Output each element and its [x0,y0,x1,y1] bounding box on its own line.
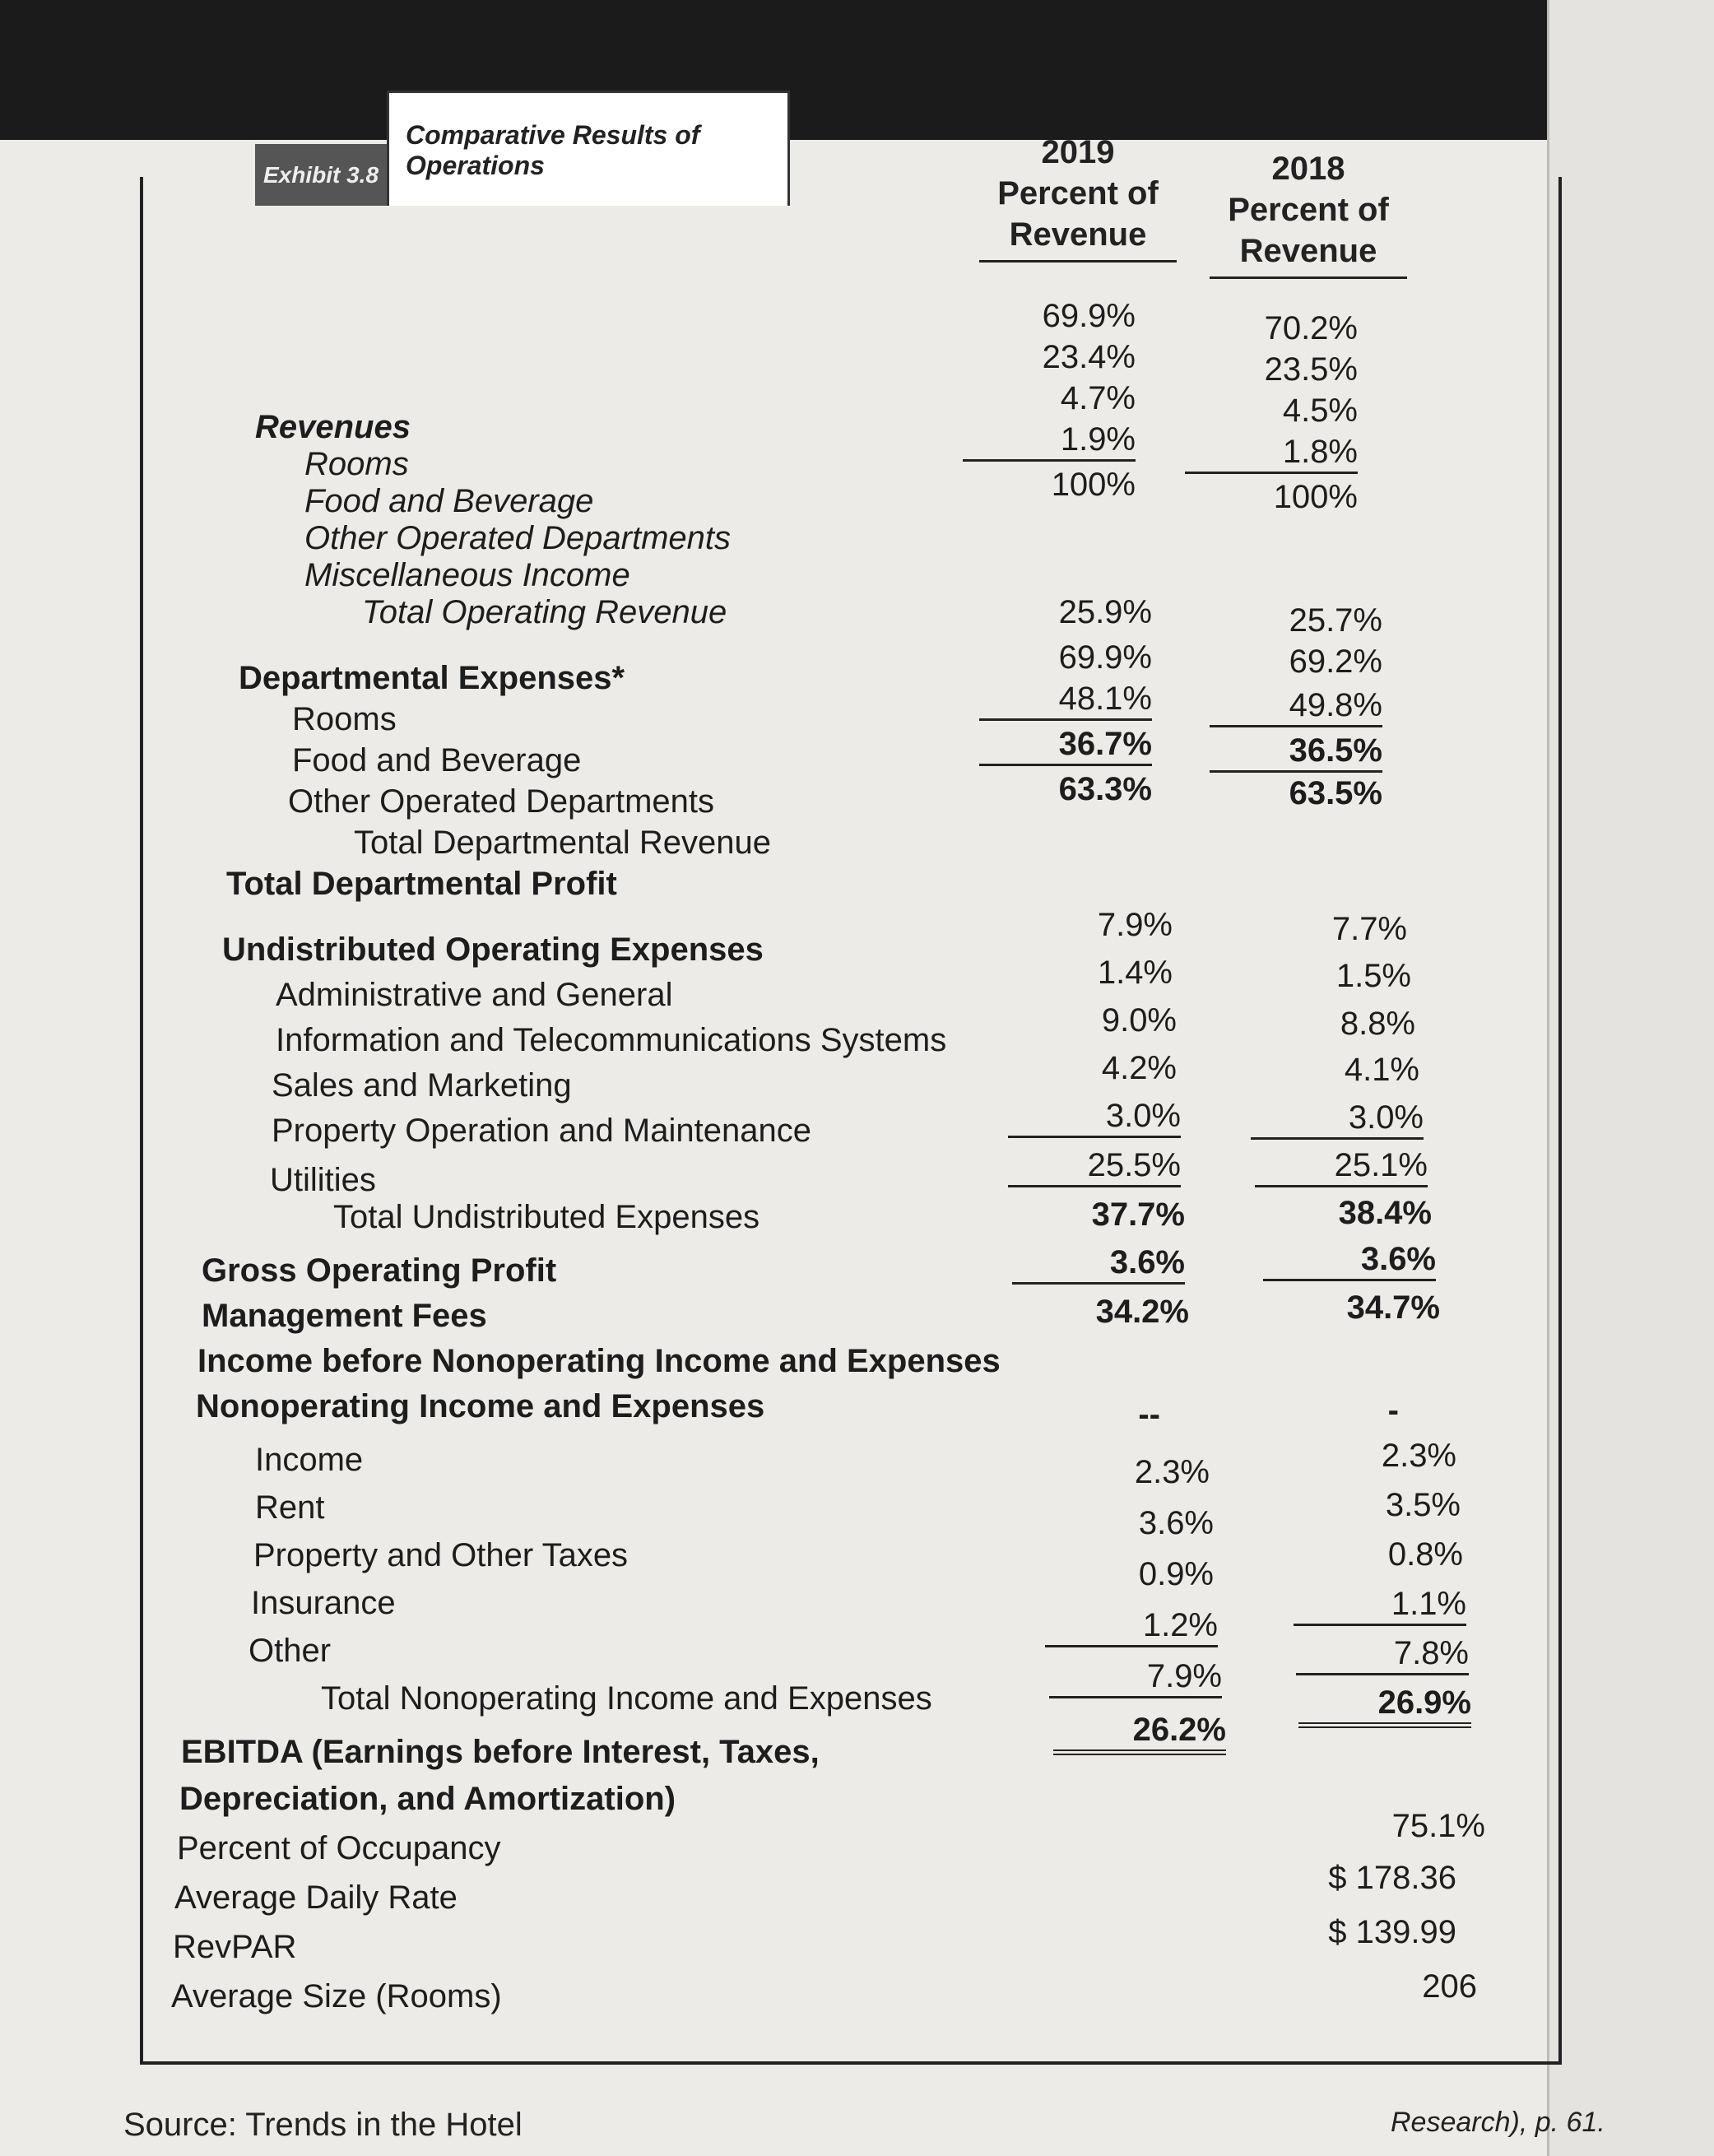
value-2019-food-beverage: 23.4% [1042,339,1136,375]
value-2019-property-taxes: 3.6% [1138,1505,1214,1541]
value-2018-percent-occupancy: 75.1% [1391,1808,1485,1844]
column-header-2018 [1210,148,1407,279]
value-2018-rent: 2.3% [1381,1438,1456,1474]
label-utilities: Utilities [270,1162,376,1198]
column-label-line1: Percent of [1228,192,1389,228]
value-2019-total-dept-profit: 63.3% [1058,771,1152,807]
value-2018-other: 1.1% [1294,1584,1466,1626]
value-2019-sales-marketing: 9.0% [1101,1002,1177,1039]
value-2019-utilities: 3.0% [1008,1096,1181,1138]
label-total-nonop: Total Nonoperating Income and Expenses [321,1680,932,1717]
value-2018-income-before-nonop: 34.7% [1346,1289,1440,1326]
label-rooms: Rooms [304,446,409,482]
value-2018-dept-other-operated: 49.8% [1210,685,1382,727]
value-2019-income-before-nonop: 34.2% [1095,1294,1189,1330]
value-2019-admin-general: 7.9% [1097,907,1173,943]
value-2019-insurance: 0.9% [1138,1556,1214,1592]
value-2018-utilities: 3.0% [1251,1098,1424,1140]
value-2018-gross-operating-profit: 38.4% [1338,1195,1432,1231]
label-average-size: Average Size (Rooms) [171,1978,502,2014]
column-label-line2: Revenue [1239,233,1377,269]
label-gross-operating-profit: Gross Operating Profit [202,1252,557,1289]
value-2018-info-telecom: 1.5% [1335,958,1411,994]
value-2018-income: - [1387,1392,1399,1429]
value-2018-ebitda: 26.9% [1298,1683,1471,1728]
value-2018-total-operating-revenue: 100% [1273,479,1358,515]
value-2019-dept-other-operated: 48.1% [979,679,1152,721]
value-2019-total-undistributed: 25.5% [1008,1145,1181,1187]
value-2018-dept-food-beverage: 69.2% [1289,644,1382,680]
value-2018-total-dept-revenue: 36.5% [1210,731,1382,773]
label-dept-rooms: Rooms [292,701,397,737]
label-total-operating-revenue: Total Operating Revenue [362,594,727,630]
value-2019-management-fees: 3.6% [1012,1243,1185,1285]
value-2019-info-telecom: 1.4% [1097,955,1173,991]
column-label-line1: Percent of [997,175,1159,211]
value-2019-property-operation: 4.2% [1101,1050,1177,1086]
label-insurance: Insurance [251,1585,396,1621]
label-total-dept-revenue: Total Departmental Revenue [354,825,771,861]
value-2018-total-dept-profit: 63.5% [1289,775,1382,811]
label-other-operated: Other Operated Departments [304,520,732,556]
section-revenues: Revenues [255,409,411,445]
adjacent-page-edge [1547,0,1714,2156]
value-2018-property-taxes: 3.5% [1385,1487,1461,1523]
value-2019-rent: 2.3% [1134,1454,1210,1490]
value-2019-other-operated: 4.7% [1060,380,1136,416]
label-total-undistributed: Total Undistributed Expenses [333,1199,760,1235]
value-2018-total-undistributed: 25.1% [1255,1145,1428,1187]
label-misc-income: Miscellaneous Income [304,557,630,593]
label-sales-marketing: Sales and Marketing [272,1067,572,1104]
label-revpar: RevPAR [173,1929,297,1965]
value-2018-dept-rooms: 25.7% [1289,602,1382,639]
source-note: Source: Trends in the Hotel [123,2107,523,2143]
value-2019-total-nonop: 7.9% [1049,1656,1222,1698]
label-rent: Rent [255,1489,325,1526]
label-management-fees: Management Fees [202,1298,487,1334]
value-2019-total-operating-revenue: 100% [1051,467,1136,503]
label-property-taxes: Property and Other Taxes [253,1537,629,1573]
value-2018-food-beverage: 23.5% [1264,351,1358,388]
value-2019-dept-food-beverage: 69.9% [1058,639,1152,676]
value-2019-rooms: 69.9% [1042,298,1136,334]
page-reference: Research), p. 61. [1391,2107,1605,2138]
value-2018-revpar: $ 139.99 [1328,1914,1456,1950]
column-label-line2: Revenue [1009,216,1147,253]
value-2018-property-operation: 4.1% [1344,1052,1419,1088]
value-2019-ebitda: 26.2% [1053,1710,1226,1755]
value-2018-other-operated: 4.5% [1282,393,1358,429]
label-dept-other-operated: Other Operated Departments [288,783,715,820]
label-total-dept-profit: Total Departmental Profit [226,866,617,902]
value-2018-average-size: 206 [1422,1968,1477,2005]
label-income-before-nonop: Income before Nonoperating Income and Expenses [197,1343,1001,1379]
column-header-2019 [979,132,1177,263]
label-ebitda-line2: Depreciation, and Amortization) [179,1781,676,1817]
value-2019-income: -- [1138,1396,1160,1433]
value-2019-other: 1.2% [1045,1605,1218,1647]
value-2018-total-nonop: 7.8% [1296,1633,1469,1675]
value-2018-rooms: 70.2% [1264,310,1358,346]
label-property-operation: Property Operation and Maintenance [272,1113,811,1149]
value-2019-gross-operating-profit: 37.7% [1091,1196,1185,1233]
label-ebitda-line1: EBITDA (Earnings before Interest, Taxes, [181,1734,820,1770]
label-other: Other [249,1633,332,1669]
exhibit-tag-text: Exhibit 3.8 [262,161,379,188]
value-2018-sales-marketing: 8.8% [1340,1006,1415,1042]
column-year: 2019 [1041,134,1115,170]
label-dept-food-beverage: Food and Beverage [292,742,582,778]
value-2018-management-fees: 3.6% [1263,1239,1436,1281]
label-info-telecom: Information and Telecommunications Systems [276,1022,947,1058]
label-admin-general: Administrative and General [276,977,673,1013]
value-2019-dept-rooms: 25.9% [1058,594,1152,630]
value-2018-insurance: 0.8% [1387,1536,1463,1573]
label-food-beverage: Food and Beverage [304,483,594,519]
section-departmental-expenses: Departmental Expenses* [239,660,625,696]
value-2019-misc-income: 1.9% [963,420,1136,462]
value-2018-misc-income: 1.8% [1185,432,1358,474]
value-2019-total-dept-revenue: 36.7% [979,724,1152,766]
label-average-daily-rate: Average Daily Rate [174,1880,458,1916]
label-income: Income [255,1442,364,1478]
exhibit-title-text: Comparative Results of Operations [406,120,700,180]
value-2018-admin-general: 7.7% [1331,911,1407,947]
section-nonoperating: Nonoperating Income and Expenses [196,1388,765,1424]
section-undistributed: Undistributed Operating Expenses [222,932,764,968]
column-year: 2018 [1271,151,1345,187]
value-2018-average-daily-rate: $ 178.36 [1328,1860,1456,1896]
label-percent-occupancy: Percent of Occupancy [177,1830,501,1866]
